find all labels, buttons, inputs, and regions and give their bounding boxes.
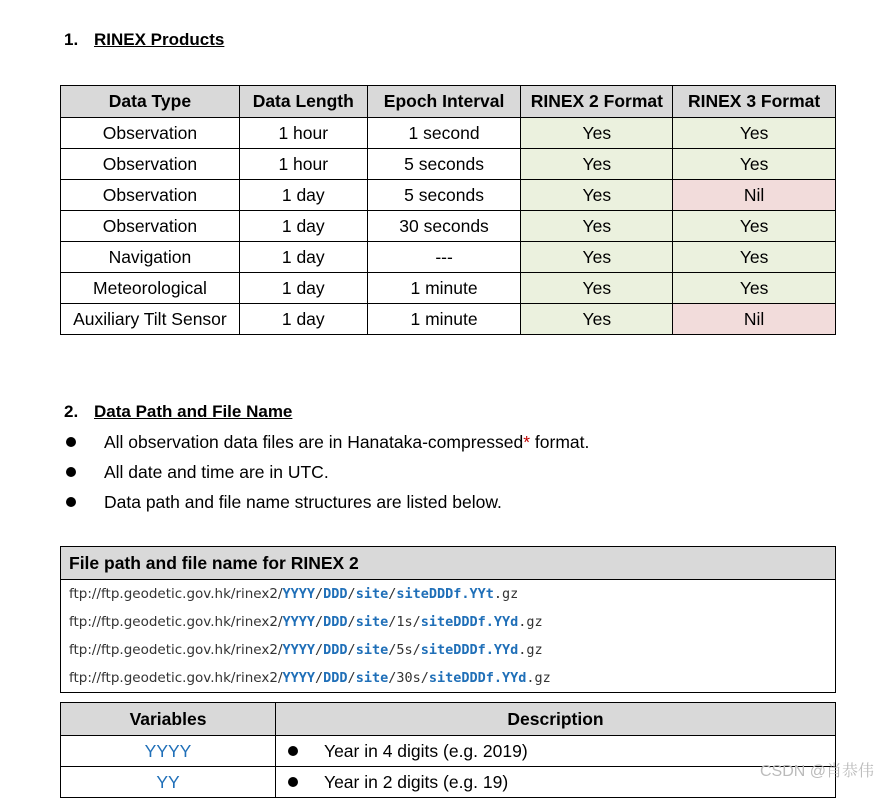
table-cell: Auxiliary Tilt Sensor [61, 304, 240, 335]
table-cell: 1 hour [239, 118, 367, 149]
table-header-row [61, 703, 836, 736]
description-cell: Year in 4 digits (e.g. 2019) [276, 736, 836, 767]
table-row [61, 118, 836, 149]
table-cell: Navigation [61, 242, 240, 273]
rinex3-cell: Yes [673, 118, 836, 149]
section-number: 2. [64, 402, 79, 421]
section-title: RINEX Products [94, 30, 225, 49]
bullet-icon [66, 437, 76, 447]
rinex2-cell: Yes [521, 242, 673, 273]
path-line: ftp://ftp.geodetic.gov.hk/rinex2/YYYY/DDD/site/30s/siteDDDf.YYd.gz [61, 664, 836, 693]
rinex2-cell: Yes [521, 149, 673, 180]
list-item [63, 490, 589, 520]
asterisk-mark: * [523, 432, 531, 452]
variable-cell: YY [61, 767, 276, 798]
table-cell: Observation [61, 180, 240, 211]
rinex2-cell: Yes [521, 273, 673, 304]
bullet-text: All date and time are in UTC. [104, 462, 329, 482]
table-row [61, 180, 836, 211]
rinex2-cell: Yes [521, 304, 673, 335]
header-cell: Epoch Interval [367, 86, 521, 118]
list-item [63, 430, 589, 460]
table-cell: --- [367, 242, 521, 273]
table-cell: 1 minute [367, 304, 521, 335]
rinex2-path-table [60, 546, 836, 693]
table-cell: Observation [61, 211, 240, 242]
rinex2-cell: Yes [521, 180, 673, 211]
table-cell: 1 second [367, 118, 521, 149]
table-cell: 30 seconds [367, 211, 521, 242]
variables-table [60, 702, 836, 798]
watermark: CSDN @肖恭伟 [759, 763, 874, 780]
header-cell: RINEX 2 Format [521, 86, 673, 118]
bullet-icon [66, 497, 76, 507]
bullet-icon [288, 746, 298, 756]
table-cell: Observation [61, 118, 240, 149]
notes-list [63, 430, 589, 520]
rinex3-cell: Yes [673, 273, 836, 304]
table-cell: 1 day [239, 180, 367, 211]
bullet-text: Data path and file name structures are listed below. [104, 492, 502, 512]
header-cell: RINEX 3 Format [673, 86, 836, 118]
table-row [61, 242, 836, 273]
table-row [61, 736, 836, 767]
variable-cell: YYYY [61, 736, 276, 767]
rinex3-cell: Nil [673, 180, 836, 211]
table-cell: 1 day [239, 242, 367, 273]
section-title: Data Path and File Name [94, 402, 293, 421]
rinex3-cell: Yes [673, 242, 836, 273]
bullet-text: All observation data files are in Hanataka-compressed [104, 432, 524, 452]
rinex3-cell: Nil [673, 304, 836, 335]
header-cell: Variables [61, 703, 276, 736]
table-row [61, 273, 836, 304]
bullet-text: format. [530, 432, 590, 452]
path-line: ftp://ftp.geodetic.gov.hk/rinex2/YYYY/DDD/site/siteDDDf.YYt.gz [61, 580, 836, 609]
table-cell: 1 day [239, 273, 367, 304]
table-row [61, 304, 836, 335]
table-cell: 1 minute [367, 273, 521, 304]
table-row [61, 211, 836, 242]
rinex3-cell: Yes [673, 211, 836, 242]
rinex3-cell: Yes [673, 149, 836, 180]
table-cell: 5 seconds [367, 149, 521, 180]
list-item [63, 460, 589, 490]
header-cell: Data Type [61, 86, 240, 118]
table-cell: 1 hour [239, 149, 367, 180]
header-cell: Description [276, 703, 836, 736]
path-line: ftp://ftp.geodetic.gov.hk/rinex2/YYYY/DDD/site/5s/siteDDDf.YYd.gz [61, 636, 836, 664]
table-row [61, 149, 836, 180]
table-cell: 1 day [239, 211, 367, 242]
section-2-heading [64, 402, 292, 422]
rinex2-cell: Yes [521, 118, 673, 149]
table-cell: Meteorological [61, 273, 240, 304]
rinex-products-table [60, 85, 836, 335]
table-header-row [61, 86, 836, 118]
bullet-icon [288, 777, 298, 787]
section-1-heading [64, 30, 224, 50]
header-cell: Data Length [239, 86, 367, 118]
table-cell: 5 seconds [367, 180, 521, 211]
bullet-icon [66, 467, 76, 477]
table-row [61, 767, 836, 798]
rinex2-cell: Yes [521, 211, 673, 242]
table-cell: Observation [61, 149, 240, 180]
table-cell: 1 day [239, 304, 367, 335]
section-number: 1. [64, 30, 79, 49]
path-table-title: File path and file name for RINEX 2 [61, 547, 836, 580]
path-line: ftp://ftp.geodetic.gov.hk/rinex2/YYYY/DDD/site/1s/siteDDDf.YYd.gz [61, 608, 836, 636]
description-cell: Year in 2 digits (e.g. 19) [276, 767, 836, 798]
